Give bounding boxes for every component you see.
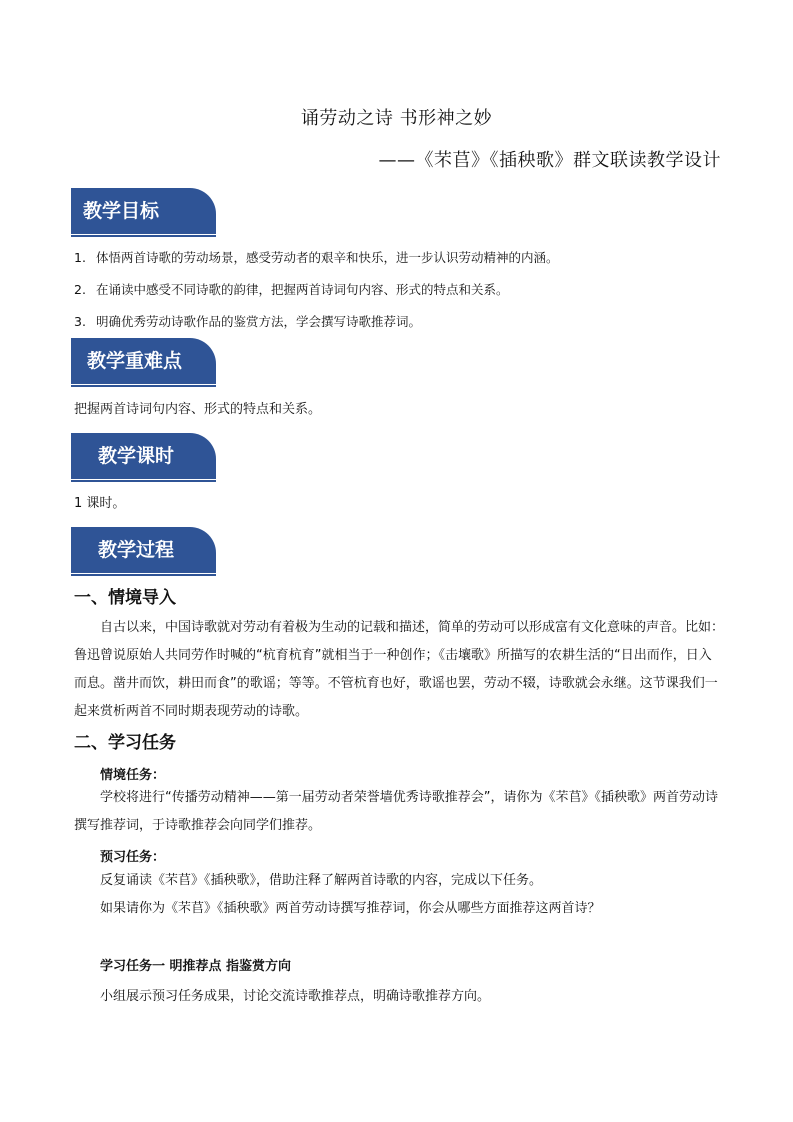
part1-heading: 一、情境导入: [74, 588, 176, 608]
goal-item-2: 2. 在诵读中感受不同诗歌的韵律，把握两首诗词句内容、形式的特点和关系。: [74, 282, 509, 297]
learning-task-1-text: 小组展示预习任务成果，讨论交流诗歌推荐点，明确诗歌推荐方向。: [100, 989, 491, 1004]
section-tab-label: 教学课时: [98, 445, 175, 467]
part2-heading: 二、学习任务: [74, 733, 176, 753]
section-tab-label: 教学目标: [83, 200, 160, 222]
document-subtitle: ——《芣苢》《插秧歌》群文联读教学设计: [378, 150, 721, 171]
section-tab-label: 教学过程: [98, 539, 175, 561]
preview-task-label: 预习任务：: [100, 850, 166, 865]
section-tab-process: [71, 527, 216, 573]
section-tab-goals: [71, 188, 216, 234]
situation-task-label: 情境任务：: [100, 768, 166, 783]
key-points-text: 把握两首诗词句内容、形式的特点和关系。: [74, 402, 322, 417]
preview-task-line-1: 反复诵读《芣苢》《插秧歌》，借助注释了解两首诗歌的内容，完成以下任务。: [100, 873, 543, 888]
situation-task-text: 学校将进行“传播劳动精神——第一届劳动者荣誉墙优秀诗歌推荐会”，请你为《芣苢》《插秧歌》两首劳动诗撰写推荐词，于诗歌推荐会向同学们推荐。: [74, 790, 718, 833]
learning-task-1-label: 学习任务一 明推荐点 指鉴赏方向: [100, 959, 292, 974]
section-tab-key-points: [71, 338, 216, 384]
goal-item-1: 1. 体悟两首诗歌的劳动场景，感受劳动者的艰辛和快乐，进一步认识劳动精神的内涵。: [74, 250, 559, 265]
section-tab-hours: [71, 433, 216, 479]
hours-text: 1 课时。: [74, 496, 126, 511]
document-title: 诵劳动之诗 书形神之妙: [300, 108, 493, 129]
part1-paragraph: 自古以来，中国诗歌就对劳动有着极为生动的记载和描述，简单的劳动可以形成富有文化意味的声音。比如：鲁迅曾说原始人共同劳作时喊的“杭育杭育”就相当于一种创作；《击壤歌》所描写的农耕生活的“日出而作，日入而息。凿井而饮，耕田而食”的歌谣；等等。不管杭育也好，歌谣也罢，劳动不辍，诗歌就会永继。这节课我们一起来赏析两首不同时期表现劳动的诗歌。: [74, 620, 725, 719]
goal-item-3: 3. 明确优秀劳动诗歌作品的鉴赏方法，学会撰写诗歌推荐词。: [74, 314, 422, 329]
preview-task-line-2: 如果请你为《芣苢》《插秧歌》两首劳动诗撰写推荐词，你会从哪些方面推荐这两首诗？: [100, 901, 601, 916]
section-tab-label: 教学重难点: [87, 350, 183, 372]
